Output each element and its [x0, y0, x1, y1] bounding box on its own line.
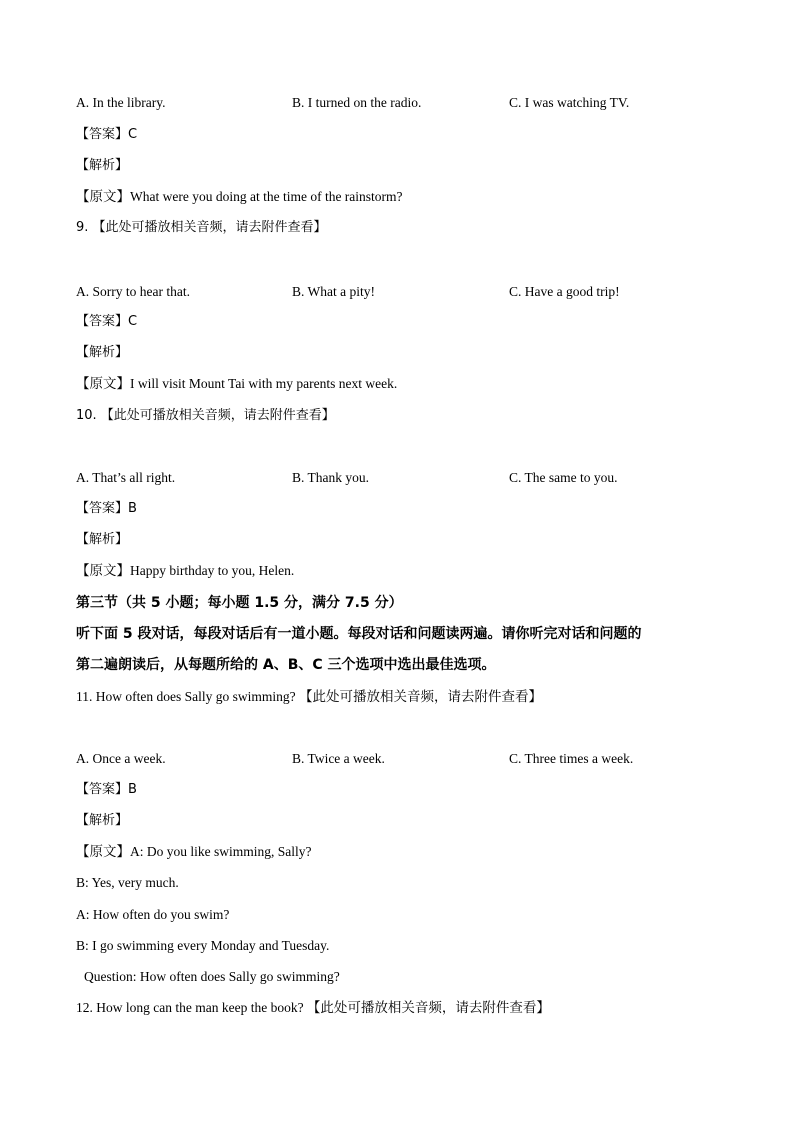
q9-answer: 【答案】C: [76, 314, 138, 329]
q11-option-c: C. Three times a week.: [509, 751, 634, 766]
section3-title: 第三节（共 5 小题；每小题 1.5 分，满分 7.5 分）: [76, 595, 403, 611]
q10-analysis: 【解析】: [76, 532, 129, 547]
q11-option-a: A. Once a week.: [76, 751, 166, 766]
q9-option-b: B. What a pity!: [292, 284, 375, 299]
q8-option-a: A. In the library.: [76, 95, 166, 110]
q10-option-c: C. The same to you.: [509, 470, 618, 485]
q9-option-a: A. Sorry to hear that.: [76, 284, 190, 299]
q11-dialogue-line: A: How often do you swim?: [76, 907, 230, 922]
q12-prompt: 12. How long can the man keep the book? 【此处可播放相关音频，请去附件查看】: [76, 1000, 550, 1015]
q9-option-c: C. Have a good trip!: [509, 284, 620, 299]
q11-prompt: 11. How often does Sally go swimming? 【此处可播放相关音频，请去附件查看】: [76, 689, 542, 704]
q10-answer: 【答案】B: [76, 501, 137, 516]
q9-prompt: 9. 【此处可播放相关音频，请去附件查看】: [76, 220, 327, 235]
q11-dialogue-line: B: Yes, very much.: [76, 875, 179, 890]
section3-instruction-line2: 第二遍朗读后，从每题所给的 A、B、C 三个选项中选出最佳选项。: [76, 657, 496, 673]
q8-option-c: C. I was watching TV.: [509, 95, 630, 110]
q8-analysis: 【解析】: [76, 158, 129, 173]
q11-analysis: 【解析】: [76, 813, 129, 828]
q8-answer: 【答案】C: [76, 127, 138, 142]
q9-analysis: 【解析】: [76, 345, 129, 360]
q10-prompt: 10. 【此处可播放相关音频，请去附件查看】: [76, 408, 335, 423]
q10-option-b: B. Thank you.: [292, 470, 369, 485]
section3-instruction-line1: 听下面 5 段对话，每段对话后有一道小题。每段对话和问题读两遍。请你听完对话和问题的: [76, 626, 642, 642]
q11-answer: 【答案】B: [76, 782, 137, 797]
q11-question-line: Question: How often does Sally go swimming?: [84, 969, 340, 984]
q10-option-a: A. That’s all right.: [76, 470, 176, 485]
q11-dialogue-line: B: I go swimming every Monday and Tuesday.: [76, 938, 330, 953]
q8-original: 【原文】What were you doing at the time of the rainstorm?: [76, 189, 403, 204]
q8-option-b: B. I turned on the radio.: [292, 95, 422, 110]
q9-original: 【原文】I will visit Mount Tai with my parents next week.: [76, 376, 398, 391]
q11-original: 【原文】A: Do you like swimming, Sally?: [76, 844, 312, 859]
q10-original: 【原文】Happy birthday to you, Helen.: [76, 563, 295, 578]
q11-option-b: B. Twice a week.: [292, 751, 385, 766]
